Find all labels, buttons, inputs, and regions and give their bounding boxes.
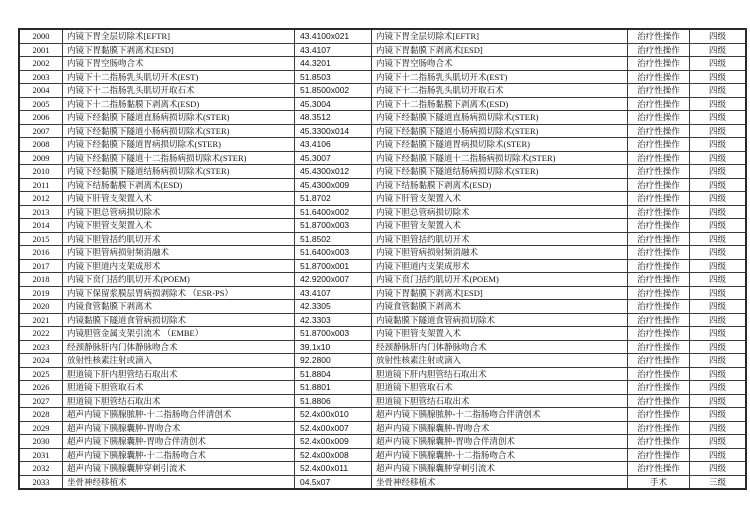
operation-category: 治疗性操作 <box>628 97 690 111</box>
table-row <box>19 138 746 152</box>
row-number: 2006 <box>19 111 63 125</box>
grade-level: 四级 <box>690 97 747 111</box>
procedure-name: 放射性核素注射或滴入 <box>63 354 295 368</box>
row-number: 2018 <box>19 273 63 287</box>
row-number: 2021 <box>19 313 63 327</box>
icd9-code: 51.8806 <box>295 394 372 408</box>
row-number: 2011 <box>19 178 63 192</box>
operation-category: 治疗性操作 <box>628 313 690 327</box>
operation-category: 治疗性操作 <box>628 178 690 192</box>
standard-procedure-name: 内镜黏膜下隧道食管病损切除术 <box>372 313 628 327</box>
operation-category: 治疗性操作 <box>628 367 690 381</box>
procedure-name: 内镜下经黏膜下隧道十二指肠病损切除术(STER) <box>63 151 295 165</box>
table-row <box>19 219 746 233</box>
icd9-code: 51.8700x001 <box>295 259 372 273</box>
standard-procedure-name: 超声内镜下胰腺囊肿-胃吻合术 <box>372 421 628 435</box>
icd9-code: 51.8700x003 <box>295 327 372 341</box>
table-row <box>19 367 746 381</box>
procedure-name: 胆道镜下胆管取石术 <box>63 381 295 395</box>
icd9-code: 42.3305 <box>295 300 372 314</box>
standard-procedure-name: 内镜下经黏膜下隧道直肠病损切除术(STER) <box>372 111 628 125</box>
standard-procedure-name: 超声内镜下胰腺囊肿穿刺引流术 <box>372 462 628 476</box>
table-row <box>19 462 746 476</box>
icd9-code: 45.3007 <box>295 151 372 165</box>
table-row <box>19 448 746 462</box>
operation-category: 治疗性操作 <box>628 300 690 314</box>
procedure-name: 内镜下经黏膜下隧道结肠病损切除术(STER) <box>63 165 295 179</box>
grade-level: 四级 <box>690 448 747 462</box>
standard-procedure-name: 胆道镜下胆管取石术 <box>372 381 628 395</box>
standard-procedure-name: 放射性核素注射或滴入 <box>372 354 628 368</box>
standard-procedure-name: 内镜下胃空肠吻合术 <box>372 57 628 71</box>
row-number: 2030 <box>19 435 63 449</box>
standard-procedure-name: 胆道镜下胆管结石取出术 <box>372 394 628 408</box>
row-number: 2025 <box>19 367 63 381</box>
table-row <box>19 421 746 435</box>
grade-level: 四级 <box>690 286 747 300</box>
icd9-code: 43.4100x021 <box>295 29 372 43</box>
operation-category: 治疗性操作 <box>628 205 690 219</box>
grade-level: 四级 <box>690 232 747 246</box>
icd9-code: 48.3512 <box>295 111 372 125</box>
grade-level: 四级 <box>690 273 747 287</box>
icd9-code: 92.2800 <box>295 354 372 368</box>
standard-procedure-name: 内镜下胃黏膜下剥离术[ESD] <box>372 286 628 300</box>
grade-level: 四级 <box>690 421 747 435</box>
icd9-code: 42.3303 <box>295 313 372 327</box>
grade-level: 四级 <box>690 300 747 314</box>
table-row <box>19 246 746 260</box>
procedure-name: 超声内镜下胰腺脓肿-十二指肠吻合伴清创术 <box>63 408 295 422</box>
operation-category: 治疗性操作 <box>628 246 690 260</box>
table-row <box>19 151 746 165</box>
operation-category: 治疗性操作 <box>628 29 690 43</box>
grade-level: 四级 <box>690 367 747 381</box>
icd9-code: 43.4106 <box>295 138 372 152</box>
grade-level: 四级 <box>690 408 747 422</box>
grade-level: 四级 <box>690 205 747 219</box>
table-row <box>19 327 746 341</box>
grade-level: 四级 <box>690 340 747 354</box>
operation-category: 治疗性操作 <box>628 151 690 165</box>
row-number: 2026 <box>19 381 63 395</box>
grade-level: 四级 <box>690 246 747 260</box>
operation-category: 治疗性操作 <box>628 43 690 57</box>
procedure-name: 内镜下经黏膜下隧道小肠病损切除术(STER) <box>63 124 295 138</box>
operation-category: 治疗性操作 <box>628 286 690 300</box>
standard-procedure-name: 内镜下胆总管病损切除术 <box>372 205 628 219</box>
procedure-name: 内镜下保留浆膜层胃病损剥除术 （ESR-PS） <box>63 286 295 300</box>
table-row <box>19 354 746 368</box>
operation-category: 治疗性操作 <box>628 84 690 98</box>
row-number: 2003 <box>19 70 63 84</box>
procedure-name: 经颈静脉肝内门体静脉吻合术 <box>63 340 295 354</box>
row-number: 2015 <box>19 232 63 246</box>
table-row <box>19 84 746 98</box>
operation-category: 治疗性操作 <box>628 138 690 152</box>
grade-level: 四级 <box>690 43 747 57</box>
icd9-code: 04.5x07 <box>295 475 372 489</box>
table-row <box>19 273 746 287</box>
row-number: 2014 <box>19 219 63 233</box>
procedure-name: 内镜下结肠黏膜下剥离术(ESD) <box>63 178 295 192</box>
procedure-name: 内镜下胆道内支架成形术 <box>63 259 295 273</box>
icd9-code: 45.4300x009 <box>295 178 372 192</box>
grade-level: 四级 <box>690 151 747 165</box>
grade-level: 四级 <box>690 394 747 408</box>
table-row <box>19 205 746 219</box>
icd9-code: 51.8801 <box>295 381 372 395</box>
table-row <box>19 475 746 489</box>
icd9-code: 43.4107 <box>295 286 372 300</box>
row-number: 2020 <box>19 300 63 314</box>
row-number: 2002 <box>19 57 63 71</box>
row-number: 2027 <box>19 394 63 408</box>
row-number: 2029 <box>19 421 63 435</box>
procedure-name: 内镜下胃全层切除术[EFTR] <box>63 29 295 43</box>
grade-level: 四级 <box>690 111 747 125</box>
standard-procedure-name: 超声内镜下胰腺脓肿-十二指肠吻合伴清创术 <box>372 408 628 422</box>
row-number: 2009 <box>19 151 63 165</box>
row-number: 2005 <box>19 97 63 111</box>
icd9-code: 51.6400x003 <box>295 246 372 260</box>
procedure-name: 超声内镜下胰腺囊肿-十二指肠吻合术 <box>63 448 295 462</box>
operation-category: 治疗性操作 <box>628 354 690 368</box>
procedure-table-body <box>19 29 746 489</box>
standard-procedure-name: 内镜下胆管病损射频消融术 <box>372 246 628 260</box>
standard-procedure-name: 内镜下经黏膜下隧道胃病损切除术(STER) <box>372 138 628 152</box>
procedure-name: 内镜下十二指肠乳头肌切开取石术 <box>63 84 295 98</box>
procedure-name: 超声内镜下胰腺囊肿-胃吻合术 <box>63 421 295 435</box>
grade-level: 四级 <box>690 219 747 233</box>
procedure-name: 内镜下肝管支架置入术 <box>63 192 295 206</box>
procedure-name: 内镜下胆管括约肌切开术 <box>63 232 295 246</box>
table-row <box>19 165 746 179</box>
operation-category: 治疗性操作 <box>628 165 690 179</box>
procedure-name: 内镜黏膜下隧道食管病损切除术 <box>63 313 295 327</box>
operation-category: 治疗性操作 <box>628 462 690 476</box>
standard-procedure-name: 内镜下经黏膜下隧道小肠病损切除术(STER) <box>372 124 628 138</box>
row-number: 2023 <box>19 340 63 354</box>
standard-procedure-name: 内镜下贲门括约肌切开术(POEM) <box>372 273 628 287</box>
standard-procedure-name: 内镜下肝管支架置入术 <box>372 192 628 206</box>
operation-category: 治疗性操作 <box>628 408 690 422</box>
row-number: 2016 <box>19 246 63 260</box>
grade-level: 三级 <box>690 475 747 489</box>
operation-category: 治疗性操作 <box>628 70 690 84</box>
row-number: 2032 <box>19 462 63 476</box>
icd9-code: 44.3201 <box>295 57 372 71</box>
procedure-name: 内镜胆管金属支架引流术 （EMBE） <box>63 327 295 341</box>
row-number: 2022 <box>19 327 63 341</box>
procedure-name: 内镜下胃黏膜下剥离术[ESD] <box>63 43 295 57</box>
grade-level: 四级 <box>690 381 747 395</box>
grade-level: 四级 <box>690 462 747 476</box>
row-number: 2010 <box>19 165 63 179</box>
row-number: 2008 <box>19 138 63 152</box>
table-row <box>19 313 746 327</box>
table-row <box>19 178 746 192</box>
grade-level: 四级 <box>690 192 747 206</box>
standard-procedure-name: 内镜下经黏膜下隧道结肠病损切除术(STER) <box>372 165 628 179</box>
row-number: 2004 <box>19 84 63 98</box>
grade-level: 四级 <box>690 57 747 71</box>
operation-category: 治疗性操作 <box>628 340 690 354</box>
procedure-name: 内镜下经黏膜下隧道直肠病损切除术(STER) <box>63 111 295 125</box>
icd9-code: 52.4x00x008 <box>295 448 372 462</box>
table-row <box>19 111 746 125</box>
grade-level: 四级 <box>690 327 747 341</box>
procedure-name: 超声内镜下胰腺囊肿穿刺引流术 <box>63 462 295 476</box>
standard-procedure-name: 胆道镜下肝内胆管结石取出术 <box>372 367 628 381</box>
table-row <box>19 435 746 449</box>
grade-level: 四级 <box>690 29 747 43</box>
icd9-code: 42.9200x007 <box>295 273 372 287</box>
standard-procedure-name: 内镜下结肠黏膜下剥离术(ESD) <box>372 178 628 192</box>
grade-level: 四级 <box>690 313 747 327</box>
table-row <box>19 286 746 300</box>
standard-procedure-name: 内镜下经黏膜下隧道十二指肠病损切除术(STER) <box>372 151 628 165</box>
procedure-name: 内镜下经黏膜下隧道胃病损切除术(STER) <box>63 138 295 152</box>
standard-procedure-name: 内镜食管黏膜下剥离术 <box>372 300 628 314</box>
grade-level: 四级 <box>690 178 747 192</box>
row-number: 2024 <box>19 354 63 368</box>
standard-procedure-name: 内镜下胆管支架置入术 <box>372 219 628 233</box>
table-row <box>19 300 746 314</box>
table-row <box>19 70 746 84</box>
operation-category: 治疗性操作 <box>628 273 690 287</box>
grade-level: 四级 <box>690 259 747 273</box>
table-row <box>19 124 746 138</box>
table-row <box>19 232 746 246</box>
procedure-name: 坐骨神经移植术 <box>63 475 295 489</box>
icd9-code: 52.4x00x011 <box>295 462 372 476</box>
procedure-name: 超声内镜下胰腺囊肿-胃吻合伴清创术 <box>63 435 295 449</box>
row-number: 2001 <box>19 43 63 57</box>
grade-level: 四级 <box>690 138 747 152</box>
row-number: 2000 <box>19 29 63 43</box>
procedure-name: 内镜下胃空肠吻合术 <box>63 57 295 71</box>
procedure-name: 内镜下胆管支架置入术 <box>63 219 295 233</box>
row-number: 2033 <box>19 475 63 489</box>
standard-procedure-name: 内镜下十二指肠黏膜下剥离术(ESD) <box>372 97 628 111</box>
operation-category: 治疗性操作 <box>628 448 690 462</box>
icd9-code: 45.4300x012 <box>295 165 372 179</box>
procedure-name: 内镜下十二指肠黏膜下剥离术(ESD) <box>63 97 295 111</box>
operation-category: 治疗性操作 <box>628 381 690 395</box>
operation-category: 治疗性操作 <box>628 57 690 71</box>
standard-procedure-name: 内镜下胆道内支架成形术 <box>372 259 628 273</box>
icd9-code: 45.3004 <box>295 97 372 111</box>
grade-level: 四级 <box>690 124 747 138</box>
table-row <box>19 43 746 57</box>
row-number: 2007 <box>19 124 63 138</box>
procedure-name: 内镜食管黏膜下剥离术 <box>63 300 295 314</box>
icd9-code: 52.4x00x010 <box>295 408 372 422</box>
procedure-name: 内镜下十二指肠乳头肌切开术(EST) <box>63 70 295 84</box>
operation-category: 治疗性操作 <box>628 259 690 273</box>
procedure-name: 胆道镜下肝内胆管结石取出术 <box>63 367 295 381</box>
operation-category: 治疗性操作 <box>628 421 690 435</box>
icd9-code: 51.8502 <box>295 232 372 246</box>
standard-procedure-name: 内镜下十二指肠乳头肌切开术(EST) <box>372 70 628 84</box>
standard-procedure-name: 坐骨神经移植术 <box>372 475 628 489</box>
icd9-code: 52.4x00x007 <box>295 421 372 435</box>
table-row <box>19 29 746 43</box>
row-number: 2017 <box>19 259 63 273</box>
procedure-name: 内镜下胆管病损射频消融术 <box>63 246 295 260</box>
icd9-code: 45.3300x014 <box>295 124 372 138</box>
standard-procedure-name: 内镜下十二指肠乳头肌切开取石术 <box>372 84 628 98</box>
operation-category: 治疗性操作 <box>628 192 690 206</box>
row-number: 2031 <box>19 448 63 462</box>
table-row <box>19 57 746 71</box>
grade-level: 四级 <box>690 354 747 368</box>
standard-procedure-name: 超声内镜下胰腺囊肿-十二指肠吻合术 <box>372 448 628 462</box>
table-row <box>19 408 746 422</box>
icd9-code: 51.8500x002 <box>295 84 372 98</box>
icd9-code: 51.8503 <box>295 70 372 84</box>
procedure-name: 内镜下胆总管病损切除术 <box>63 205 295 219</box>
grade-level: 四级 <box>690 84 747 98</box>
procedure-name: 胆道镜下胆管结石取出术 <box>63 394 295 408</box>
table-row <box>19 394 746 408</box>
row-number: 2019 <box>19 286 63 300</box>
operation-category: 治疗性操作 <box>628 435 690 449</box>
icd9-code: 51.8804 <box>295 367 372 381</box>
table-row <box>19 259 746 273</box>
icd9-code: 39.1x10 <box>295 340 372 354</box>
table-row <box>19 340 746 354</box>
grade-level: 四级 <box>690 165 747 179</box>
standard-procedure-name: 内镜下胆管支架置入术 <box>372 327 628 341</box>
standard-procedure-name: 内镜下胃黏膜下剥离术[ESD] <box>372 43 628 57</box>
standard-procedure-name: 内镜下胆管括约肌切开术 <box>372 232 628 246</box>
icd9-code: 51.8702 <box>295 192 372 206</box>
table-row <box>19 381 746 395</box>
operation-category: 治疗性操作 <box>628 111 690 125</box>
table-row <box>19 97 746 111</box>
icd9-code: 51.6400x002 <box>295 205 372 219</box>
standard-procedure-name: 超声内镜下胰腺囊肿-胃吻合伴清创术 <box>372 435 628 449</box>
operation-category: 治疗性操作 <box>628 327 690 341</box>
procedure-name: 内镜下贲门括约肌切开术(POEM) <box>63 273 295 287</box>
icd9-code: 51.8700x003 <box>295 219 372 233</box>
operation-category: 治疗性操作 <box>628 124 690 138</box>
grade-level: 四级 <box>690 435 747 449</box>
procedure-grade-table <box>18 28 747 490</box>
icd9-code: 43.4107 <box>295 43 372 57</box>
row-number: 2013 <box>19 205 63 219</box>
operation-category: 治疗性操作 <box>628 232 690 246</box>
operation-category: 治疗性操作 <box>628 394 690 408</box>
row-number: 2028 <box>19 408 63 422</box>
operation-category: 治疗性操作 <box>628 219 690 233</box>
icd9-code: 52.4x00x009 <box>295 435 372 449</box>
operation-category: 手术 <box>628 475 690 489</box>
standard-procedure-name: 内镜下胃全层切除术[EFTR] <box>372 29 628 43</box>
table-row <box>19 192 746 206</box>
standard-procedure-name: 经颈静脉肝内门体静脉吻合术 <box>372 340 628 354</box>
row-number: 2012 <box>19 192 63 206</box>
grade-level: 四级 <box>690 70 747 84</box>
